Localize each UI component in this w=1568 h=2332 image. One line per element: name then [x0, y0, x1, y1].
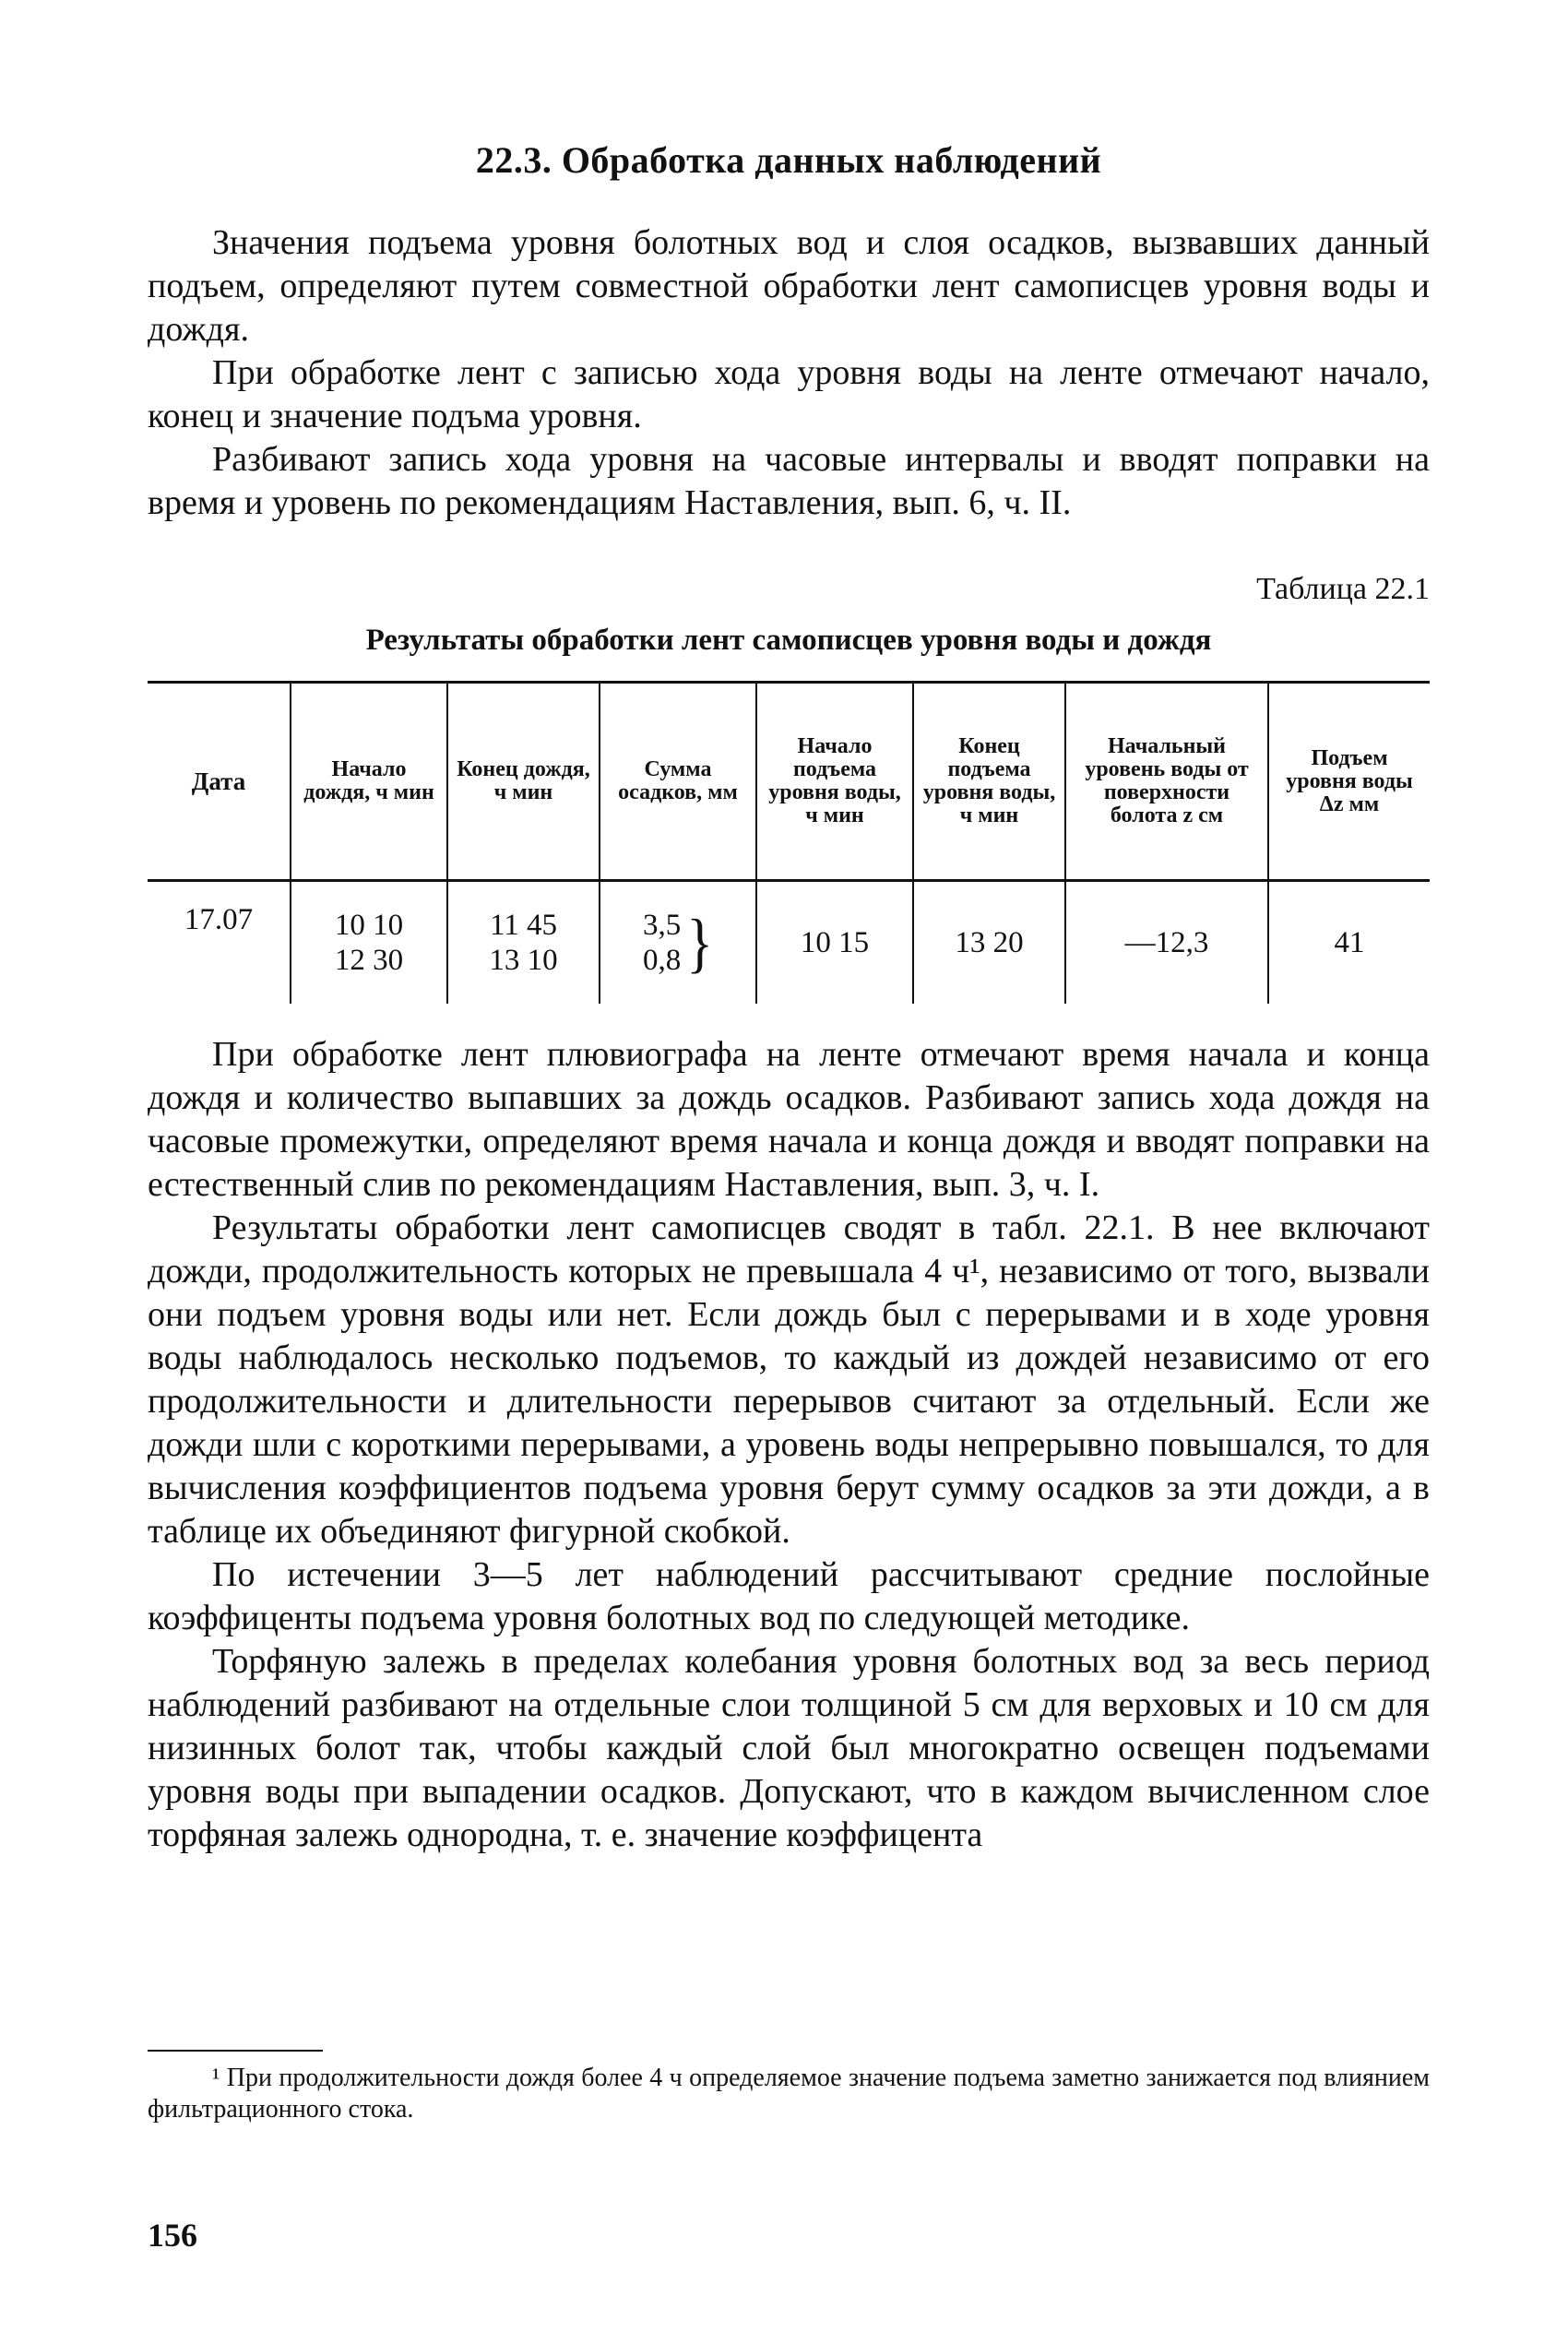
header-rise-start: Начало подъема уровня воды, ч мин	[756, 683, 913, 881]
cell-value: 11 45	[489, 909, 558, 942]
header-rise-end: Конец подъема уровня воды, ч мин	[913, 683, 1065, 881]
body-text	[148, 1033, 1430, 1857]
curly-brace-icon: }	[686, 906, 714, 980]
page-number: 156	[148, 2217, 197, 2254]
footnote: ¹ При продолжительности дождя более 4 ч определяемое значение подъема заметно занижается под влиянием фильтрационного стока.	[148, 2064, 1430, 2124]
paragraph: Разбивают запись хода уровня на часовые интервалы и вводят поправки на время и уровень по рекомендациям Наставления, вып. 6, ч. II.	[148, 440, 1430, 522]
cell-rise-end: 13 20	[913, 881, 1065, 1005]
cell-precip	[600, 881, 756, 1005]
table-row	[148, 881, 1430, 1005]
cell-value: 10 10	[334, 909, 404, 942]
paragraph: При обработке лент с записью хода уровня воды на ленте отмечают начало, конец и значение подъма уровня.	[148, 353, 1430, 435]
section-title: 22.3. Обработка данных наблюдений	[475, 139, 1102, 181]
table-header-row	[148, 683, 1430, 881]
paragraph: По истечении 3—5 лет наблюдений рассчитывают средние послойные коэффиценты подъема уровня болотных вод по следующей методике.	[148, 1555, 1430, 1637]
cell-value: 3,5	[642, 909, 682, 942]
cell-rise-start: 10 15	[756, 881, 913, 1005]
cell-rain-start	[291, 881, 447, 1005]
table-number: Таблица 22.1	[1256, 572, 1430, 606]
cell-rise: 41	[1268, 881, 1430, 1005]
header-rain-start: Начало дождя, ч мин	[291, 683, 447, 881]
header-rain-end: Конец дождя, ч мин	[447, 683, 600, 881]
paragraph: Торфяную залежь в пределах колебания уровня болотных вод за весь период наблюдений разбивают на отдельные слои толщиной 5 см для верховых и 10 см для низинных болот так, чтобы каждый слой был многократно освещен подъемами уровня воды при выпадении осадков. Допускают, что в каждом вычисленном слое торфяная залежь однородна, т. е. значение коэффицента	[148, 1642, 1430, 1854]
cell-rain-end	[447, 881, 600, 1005]
table-title: Результаты обработки лент самописцев уровня воды и дождя	[365, 624, 1212, 657]
cell-value: 13 10	[489, 944, 558, 977]
results-table	[148, 681, 1430, 1004]
header-initial-level: Начальный уровень воды от поверхности болота z см	[1065, 683, 1268, 881]
header-date: Дата	[148, 683, 291, 881]
cell-initial-level: —12,3	[1065, 881, 1268, 1005]
paragraph: Значения подъема уровня болотных вод и слоя осадков, вызвавших данный подъем, определяют путем совместной обработки лент самописцев уровня воды и дождя.	[148, 223, 1430, 349]
footnote-divider	[148, 2050, 323, 2052]
header-rise: Подъем уровня воды Δz мм	[1268, 683, 1430, 881]
intro-text	[148, 221, 1430, 525]
precip-values	[643, 908, 681, 978]
cell-date: 17.07	[184, 903, 254, 936]
paragraph: Результаты обработки лент самописцев сводят в табл. 22.1. В нее включают дожди, продолжительность которых не превышала 4 ч¹, независимо от того, вызвали они подъем уровня воды или нет. Если дождь был с перерывами и в ходе уровня воды наблюдалось несколько подъемов, то каждый из дождей независимо от его продолжительности и длительности перерывов считают за отдельный. Если же дожди шли с короткими перерывами, а уровень воды непрерывно повышался, то для вычисления коэффициентов подъема уровня берут сумму осадков за эти дожди, а в таблице их объединяют фигурной скобкой.	[148, 1208, 1430, 1551]
cell-value: 12 30	[334, 944, 404, 977]
cell-value: 0,8	[642, 944, 682, 977]
header-precip: Сумма осадков, мм	[600, 683, 756, 881]
paragraph: При обработке лент плювиографа на ленте отмечают время начала и конца дождя и количество выпавших за дождь осадков. Разбивают запись хода дождя на часовые промежутки, определяют время начала и конца дождя и вводят поправки на естественный слив по рекомендациям Наставления, вып. 3, ч. I.	[148, 1035, 1430, 1204]
